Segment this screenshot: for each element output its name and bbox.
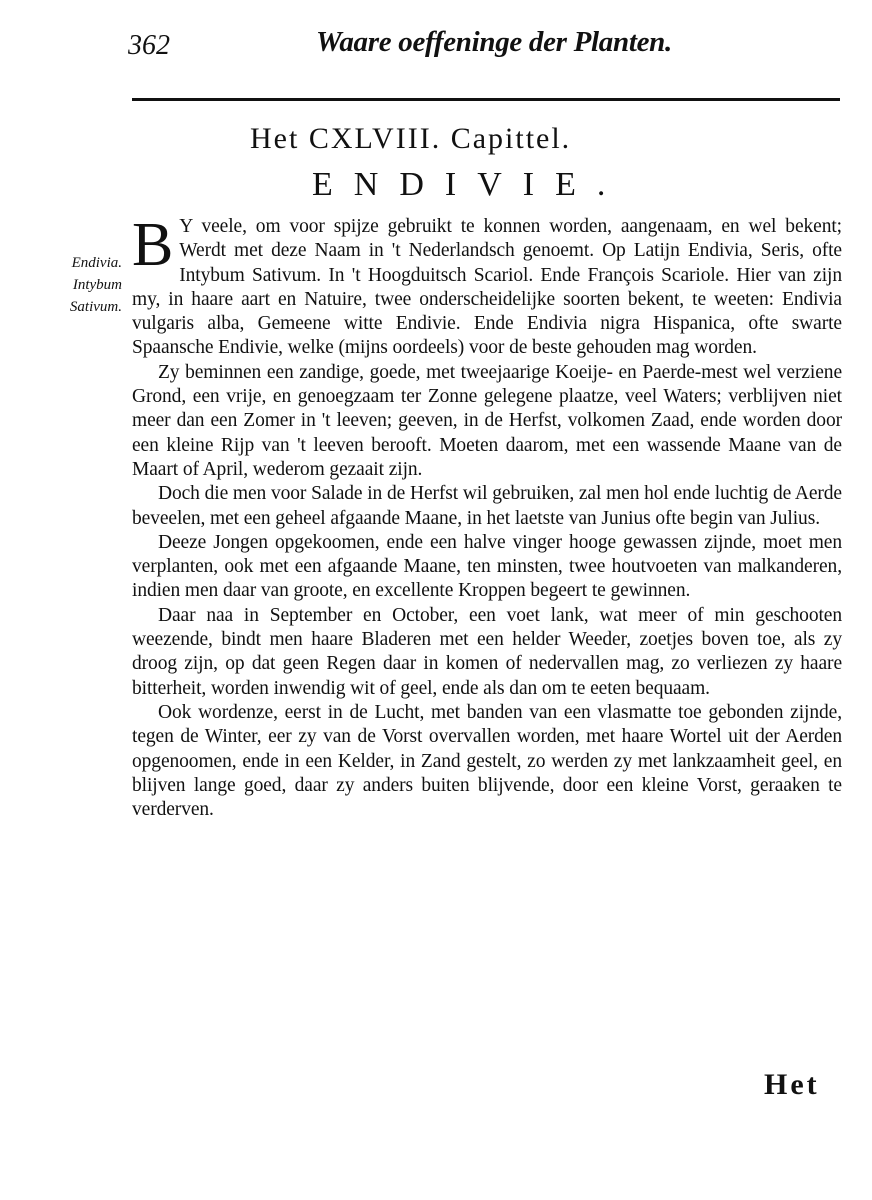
catchword: Het xyxy=(764,1068,820,1101)
margin-note-line: Endivia. xyxy=(71,255,122,271)
margin-note xyxy=(10,252,122,318)
margin-note-line: Sativum. xyxy=(69,299,122,315)
chapter-title: ENDIVIE. xyxy=(312,166,627,203)
paragraph: Daar naa in September en October, een voet lank, wat meer of min geschooten weezende, bindt men haare Bladeren met een helder Weeder, zoetjes boven toe, als zy droog zijn, op dat geen Regen daar in komen of nedervallen mag, zo verliezen zy haare bitterheit, worden inwendig wit of geel, ende als dan om te eeten bequaam. xyxy=(132,604,842,699)
paragraph: Doch die men voor Salade in de Herfst wil gebruiken, zal men hol ende luchtig de Aerde beveelen, met een geheel afgaande Maane, in het laetste van Junius ofte begin van Julius. xyxy=(132,483,842,529)
running-title: Waare oeffeninge der Planten. xyxy=(316,26,672,58)
page-number: 362 xyxy=(128,30,170,61)
margin-note-line: Intybum xyxy=(72,277,122,293)
paragraph xyxy=(132,211,842,361)
paragraph: Deeze Jongen opgekoomen, ende een halve vinger hooge gewassen zijnde, moet men verplanten, ook met een afgaande Maane, ten minsten, twee houtvoeten van malkanderen, indien men daar van groote, en excellente Kroppen begeert te gewinnen. xyxy=(132,531,842,602)
paragraph-text: Y veele, om voor spijze gebruikt te konnen worden, aangenaam, en wel bekent; Werdt met deze Naam in 't Nederlandsch genoemt. Op Latijn Endivia, Seris, ofte Intybum Sativum. In 't Hoogduitsch Scariol. Ende François Scariole. Hier van zijn my, in haare aart en Natuire, twee onderscheidelijke soorten bekent, te weeten: Endivia vulgaris alba, Gemeene witte Endivie. Ende Endivia nigra Hispanica, ofte swarte Spaansche Endivie, welke (mijns oordeels) voor de beste gehouden mag worden. xyxy=(132,216,842,359)
header-rule xyxy=(132,98,840,101)
paragraph: Ook wordenze, eerst in de Lucht, met banden van een vlasmatte toe gebonden zijnde, tegen de Winter, eer zy van de Vorst overvallen worden, met haare Wortel uit der Aerden opgenoomen, ende in een Kelder, in Zand gestelt, zo werden zy met lankzaamheit geel, en blijven lange goed, daar zy anders buiten blijvende, door een kleine Vorst, geraaken te verderven. xyxy=(132,701,842,821)
drop-cap: B xyxy=(132,211,174,279)
paragraph: Zy beminnen een zandige, goede, met tweejaarige Koeije- en Paerde-mest wel verziene Grond, een vrije, en genoegzaam ter Zonne gelegene plaatze, veel Waters; verblijven niet meer dan een Zomer in 't leeven; geeven, in de Herfst, volkomen Zaad, ende worden door een kleine Rijp van 't leeven berooft. Moeten daarom, met een wassende Maane van de Maart of April, wederom gezaait zijn. xyxy=(132,361,842,480)
body-text xyxy=(132,211,842,822)
chapter-heading: Het CXLVIII. Capittel. xyxy=(250,122,572,155)
